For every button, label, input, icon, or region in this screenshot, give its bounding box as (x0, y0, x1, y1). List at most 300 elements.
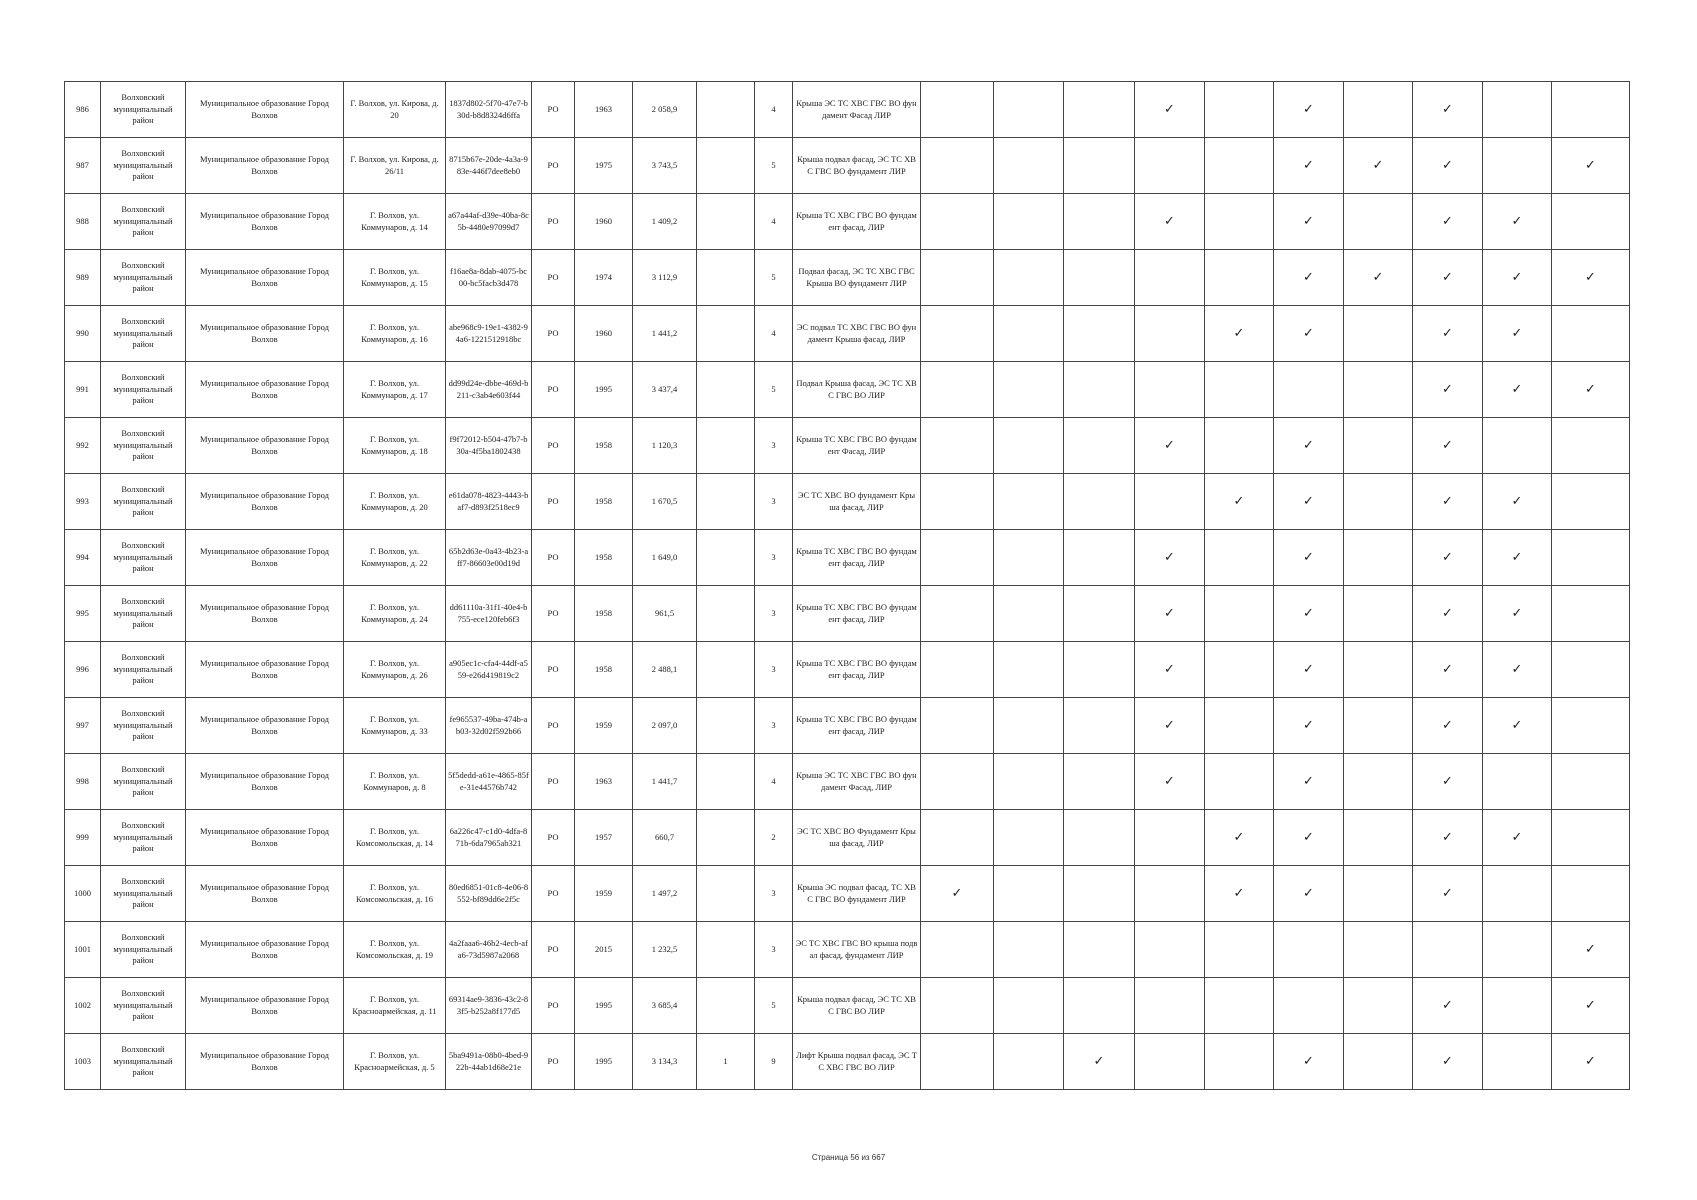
col10-cell: 4 (755, 82, 793, 138)
address-cell: Г. Волхов, ул. Коммунаров, д. 17 (344, 362, 446, 418)
municipality-cell: Муниципальное образование Город Волхов (186, 82, 344, 138)
works-list-cell: Крыша ТС ХВС ГВС ВО фундамент фасад, ЛИР (793, 698, 921, 754)
check-mark-icon: ✓ (1442, 101, 1453, 117)
col9-cell (697, 82, 755, 138)
type-cell: РО (532, 306, 575, 362)
work-flag-cell (1064, 810, 1135, 866)
work-flag-cell (1064, 194, 1135, 250)
row-number: 1000 (65, 866, 101, 922)
work-flag-cell (921, 82, 994, 138)
col9-cell (697, 250, 755, 306)
work-flag-cell (1064, 474, 1135, 530)
type-cell: РО (532, 586, 575, 642)
works-list-cell: ЭС ТС ХВС ГВС ВО крыша подвал фасад, фундамент ЛИР (793, 922, 921, 978)
col9-cell (697, 194, 755, 250)
work-flag-cell (1064, 306, 1135, 362)
address-cell: Г. Волхов, ул. Комсомольская, д. 16 (344, 866, 446, 922)
col9-cell (697, 530, 755, 586)
work-flag-cell (921, 810, 994, 866)
table-row (65, 82, 1630, 138)
municipality-cell: Муниципальное образование Город Волхов (186, 138, 344, 194)
works-list-cell: Крыша ТС ХВС ГВС ВО фундамент фасад, ЛИР (793, 586, 921, 642)
works-list-cell: Крыша ЭС ТС ХВС ГВС ВО фундамент Фасад ЛИР (793, 82, 921, 138)
guid-cell: dd99d24e-dbbe-469d-b211-c3ab4e603f44 (446, 362, 532, 418)
work-flag-cell (1413, 922, 1483, 978)
work-flag-cell (1344, 250, 1413, 306)
work-flag-cell (994, 250, 1064, 306)
check-mark-icon: ✓ (1303, 437, 1314, 453)
work-flag-cell (1274, 82, 1344, 138)
works-list-cell: Крыша ТС ХВС ГВС ВО фундамент Фасад, ЛИР (793, 418, 921, 474)
work-flag-cell (1552, 362, 1630, 418)
work-flag-cell (1064, 138, 1135, 194)
work-flag-cell (1483, 250, 1552, 306)
address-cell: Г. Волхов, ул. Коммунаров, д. 26 (344, 642, 446, 698)
work-flag-cell (921, 698, 994, 754)
page-number-label: Страница 56 из 667 (811, 1153, 886, 1162)
row-number: 991 (65, 362, 101, 418)
area-cell: 1 441,7 (633, 754, 697, 810)
check-mark-icon: ✓ (1585, 1053, 1596, 1069)
type-cell: РО (532, 138, 575, 194)
guid-cell: 5ba9491a-08b0-4bed-922b-44ab1d68e21e (446, 1034, 532, 1090)
col9-cell (697, 418, 755, 474)
row-number: 995 (65, 586, 101, 642)
check-mark-icon: ✓ (1233, 325, 1245, 341)
work-flag-cell (1135, 866, 1205, 922)
table-row (65, 362, 1630, 418)
work-flag-cell (921, 474, 994, 530)
col10-cell: 5 (755, 138, 793, 194)
works-list-cell: Крыша ЭС ТС ХВС ГВС ВО фундамент Фасад, ЛИР (793, 754, 921, 810)
work-flag-cell (921, 922, 994, 978)
work-flag-cell (921, 642, 994, 698)
check-mark-icon: ✓ (1442, 381, 1453, 397)
work-flag-cell (1552, 698, 1630, 754)
work-flag-cell (1064, 82, 1135, 138)
work-flag-cell (1064, 530, 1135, 586)
work-flag-cell (1483, 866, 1552, 922)
municipality-cell: Муниципальное образование Город Волхов (186, 306, 344, 362)
work-flag-cell (1205, 866, 1274, 922)
check-mark-icon: ✓ (1303, 549, 1314, 565)
check-mark-icon: ✓ (1511, 829, 1523, 845)
work-flag-cell (1483, 642, 1552, 698)
check-mark-icon: ✓ (1585, 997, 1596, 1013)
work-flag-cell (1135, 250, 1205, 306)
district-cell: Волховский муниципальный район (101, 82, 186, 138)
row-number: 992 (65, 418, 101, 474)
work-flag-cell (1135, 82, 1205, 138)
work-flag-cell (1064, 922, 1135, 978)
check-mark-icon: ✓ (1093, 1053, 1105, 1069)
check-mark-icon: ✓ (1233, 493, 1245, 509)
check-mark-icon: ✓ (1303, 717, 1314, 733)
row-number: 994 (65, 530, 101, 586)
guid-cell: 5f5dedd-a61e-4865-85fe-31e44576b742 (446, 754, 532, 810)
works-list-cell: ЭС ТС ХВС ВО Фундамент Крыша фасад, ЛИР (793, 810, 921, 866)
work-flag-cell (1344, 586, 1413, 642)
check-mark-icon: ✓ (1164, 773, 1175, 789)
type-cell: РО (532, 978, 575, 1034)
check-mark-icon: ✓ (1442, 157, 1453, 173)
district-cell: Волховский муниципальный район (101, 586, 186, 642)
check-mark-icon: ✓ (1372, 157, 1384, 173)
address-cell: Г. Волхов, ул. Коммунаров, д. 16 (344, 306, 446, 362)
work-flag-cell (1344, 698, 1413, 754)
district-cell: Волховский муниципальный район (101, 642, 186, 698)
check-mark-icon: ✓ (1585, 381, 1596, 397)
work-flag-cell (1274, 978, 1344, 1034)
check-mark-icon: ✓ (1511, 549, 1523, 565)
check-mark-icon: ✓ (1442, 997, 1453, 1013)
table-row (65, 194, 1630, 250)
area-cell: 1 497,2 (633, 866, 697, 922)
work-flag-cell (1483, 306, 1552, 362)
work-flag-cell (1344, 978, 1413, 1034)
work-flag-cell (921, 866, 994, 922)
work-flag-cell (994, 194, 1064, 250)
check-mark-icon: ✓ (1442, 269, 1453, 285)
year-cell: 1995 (575, 978, 633, 1034)
work-flag-cell (1344, 194, 1413, 250)
check-mark-icon: ✓ (1511, 325, 1523, 341)
guid-cell: f16ae8a-8dab-4075-bc00-bc5facb3d478 (446, 250, 532, 306)
work-flag-cell (994, 698, 1064, 754)
work-flag-cell (1135, 978, 1205, 1034)
col10-cell: 3 (755, 418, 793, 474)
guid-cell: a905ec1c-cfa4-44df-a559-e26d419819c2 (446, 642, 532, 698)
row-number: 988 (65, 194, 101, 250)
work-flag-cell (1483, 474, 1552, 530)
work-flag-cell (994, 642, 1064, 698)
col10-cell: 3 (755, 922, 793, 978)
work-flag-cell (1274, 754, 1344, 810)
work-flag-cell (1483, 530, 1552, 586)
col9-cell (697, 866, 755, 922)
work-flag-cell (994, 530, 1064, 586)
table-row (65, 642, 1630, 698)
work-flag-cell (994, 586, 1064, 642)
municipality-cell: Муниципальное образование Город Волхов (186, 418, 344, 474)
work-flag-cell (1413, 1034, 1483, 1090)
check-mark-icon: ✓ (1303, 773, 1314, 789)
year-cell: 1958 (575, 474, 633, 530)
row-number: 987 (65, 138, 101, 194)
col10-cell: 4 (755, 194, 793, 250)
district-cell: Волховский муниципальный район (101, 306, 186, 362)
year-cell: 1995 (575, 1034, 633, 1090)
work-flag-cell (1344, 362, 1413, 418)
work-flag-cell (1552, 810, 1630, 866)
work-flag-cell (1552, 306, 1630, 362)
work-flag-cell (1274, 586, 1344, 642)
district-cell: Волховский муниципальный район (101, 418, 186, 474)
check-mark-icon: ✓ (1442, 549, 1453, 565)
work-flag-cell (1483, 586, 1552, 642)
type-cell: РО (532, 530, 575, 586)
col10-cell: 5 (755, 978, 793, 1034)
work-flag-cell (1344, 138, 1413, 194)
type-cell: РО (532, 418, 575, 474)
guid-cell: 4a2faaa6-46b2-4ecb-afa6-73d5987a2068 (446, 922, 532, 978)
check-mark-icon: ✓ (1442, 437, 1453, 453)
work-flag-cell (1344, 530, 1413, 586)
work-flag-cell (921, 754, 994, 810)
col9-cell (697, 754, 755, 810)
check-mark-icon: ✓ (1303, 493, 1314, 509)
work-flag-cell (1205, 194, 1274, 250)
check-mark-icon: ✓ (1442, 885, 1453, 901)
district-cell: Волховский муниципальный район (101, 362, 186, 418)
col9-cell (697, 586, 755, 642)
work-flag-cell (994, 474, 1064, 530)
type-cell: РО (532, 1034, 575, 1090)
row-number: 999 (65, 810, 101, 866)
work-flag-cell (1552, 250, 1630, 306)
district-cell: Волховский муниципальный район (101, 250, 186, 306)
type-cell: РО (532, 362, 575, 418)
year-cell: 1958 (575, 586, 633, 642)
year-cell: 1974 (575, 250, 633, 306)
municipality-cell: Муниципальное образование Город Волхов (186, 866, 344, 922)
work-flag-cell (1413, 362, 1483, 418)
col10-cell: 4 (755, 754, 793, 810)
work-flag-cell (1205, 978, 1274, 1034)
work-flag-cell (1413, 810, 1483, 866)
year-cell: 1995 (575, 362, 633, 418)
check-mark-icon: ✓ (1303, 213, 1314, 229)
work-flag-cell (994, 418, 1064, 474)
work-flag-cell (1413, 138, 1483, 194)
address-cell: Г. Волхов, ул. Коммунаров, д. 15 (344, 250, 446, 306)
work-flag-cell (1483, 1034, 1552, 1090)
table-row (65, 138, 1630, 194)
year-cell: 1975 (575, 138, 633, 194)
work-flag-cell (1413, 194, 1483, 250)
work-flag-cell (1135, 754, 1205, 810)
work-flag-cell (1205, 474, 1274, 530)
work-flag-cell (1274, 306, 1344, 362)
col9-cell (697, 362, 755, 418)
work-flag-cell (1064, 586, 1135, 642)
check-mark-icon: ✓ (1372, 269, 1384, 285)
work-flag-cell (1274, 810, 1344, 866)
area-cell: 1 649,0 (633, 530, 697, 586)
year-cell: 1958 (575, 642, 633, 698)
table-row (65, 474, 1630, 530)
area-cell: 3 112,9 (633, 250, 697, 306)
work-flag-cell (1552, 866, 1630, 922)
area-cell: 1 670,5 (633, 474, 697, 530)
address-cell: Г. Волхов, ул. Коммунаров, д. 20 (344, 474, 446, 530)
guid-cell: a67a44af-d39e-40ba-8c5b-4480e97099d7 (446, 194, 532, 250)
check-mark-icon: ✓ (1164, 717, 1175, 733)
work-flag-cell (1064, 1034, 1135, 1090)
work-flag-cell (1274, 362, 1344, 418)
address-cell: Г. Волхов, ул. Коммунаров, д. 8 (344, 754, 446, 810)
table-row (65, 810, 1630, 866)
table-row (65, 866, 1630, 922)
row-number: 998 (65, 754, 101, 810)
table-row (65, 698, 1630, 754)
work-flag-cell (1483, 362, 1552, 418)
check-mark-icon: ✓ (1303, 605, 1314, 621)
work-flag-cell (1413, 82, 1483, 138)
table-row (65, 418, 1630, 474)
guid-cell: dd61110a-31f1-40e4-b755-ece120feb6f3 (446, 586, 532, 642)
guid-cell: f9f72012-b504-47b7-b30a-4f5ba1802438 (446, 418, 532, 474)
work-flag-cell (1344, 306, 1413, 362)
check-mark-icon: ✓ (1164, 101, 1175, 117)
area-cell: 1 120,3 (633, 418, 697, 474)
work-flag-cell (1205, 138, 1274, 194)
work-flag-cell (1135, 586, 1205, 642)
work-flag-cell (1274, 194, 1344, 250)
work-flag-cell (1483, 698, 1552, 754)
work-flag-cell (921, 530, 994, 586)
work-flag-cell (1344, 418, 1413, 474)
work-flag-cell (1205, 530, 1274, 586)
col10-cell: 5 (755, 250, 793, 306)
work-flag-cell (1413, 978, 1483, 1034)
guid-cell: 65b2d63e-0a43-4b23-aff7-86603e00d19d (446, 530, 532, 586)
municipality-cell: Муниципальное образование Город Волхов (186, 1034, 344, 1090)
municipality-cell: Муниципальное образование Город Волхов (186, 586, 344, 642)
area-cell: 961,5 (633, 586, 697, 642)
work-flag-cell (1344, 810, 1413, 866)
work-flag-cell (994, 1034, 1064, 1090)
work-flag-cell (1274, 530, 1344, 586)
year-cell: 1963 (575, 82, 633, 138)
address-cell: Г. Волхов, ул. Красноармейская, д. 5 (344, 1034, 446, 1090)
work-flag-cell (1064, 418, 1135, 474)
check-mark-icon: ✓ (1511, 717, 1523, 733)
district-cell: Волховский муниципальный район (101, 698, 186, 754)
check-mark-icon: ✓ (1511, 493, 1523, 509)
col9-cell (697, 138, 755, 194)
work-flag-cell (1483, 754, 1552, 810)
work-flag-cell (1274, 866, 1344, 922)
work-flag-cell (1064, 698, 1135, 754)
works-list-cell: Крыша ТС ХВС ГВС ВО фундамент фасад, ЛИР (793, 642, 921, 698)
work-flag-cell (921, 418, 994, 474)
check-mark-icon: ✓ (1164, 437, 1175, 453)
municipality-cell: Муниципальное образование Город Волхов (186, 810, 344, 866)
work-flag-cell (994, 978, 1064, 1034)
col9-cell (697, 642, 755, 698)
work-flag-cell (1344, 1034, 1413, 1090)
row-number: 997 (65, 698, 101, 754)
work-flag-cell (1205, 1034, 1274, 1090)
check-mark-icon: ✓ (1442, 717, 1453, 733)
work-flag-cell (994, 362, 1064, 418)
work-flag-cell (1552, 754, 1630, 810)
type-cell: РО (532, 810, 575, 866)
district-cell: Волховский муниципальный район (101, 810, 186, 866)
check-mark-icon: ✓ (1442, 213, 1453, 229)
work-flag-cell (1483, 82, 1552, 138)
work-flag-cell (1135, 810, 1205, 866)
work-flag-cell (1483, 810, 1552, 866)
year-cell: 1960 (575, 194, 633, 250)
check-mark-icon: ✓ (1511, 269, 1523, 285)
year-cell: 1960 (575, 306, 633, 362)
work-flag-cell (1205, 306, 1274, 362)
type-cell: РО (532, 922, 575, 978)
work-flag-cell (921, 250, 994, 306)
year-cell: 1959 (575, 698, 633, 754)
address-cell: Г. Волхов, ул. Коммунаров, д. 14 (344, 194, 446, 250)
work-flag-cell (1344, 922, 1413, 978)
work-flag-cell (1413, 250, 1483, 306)
area-cell: 1 232,5 (633, 922, 697, 978)
municipality-cell: Муниципальное образование Город Волхов (186, 978, 344, 1034)
district-cell: Волховский муниципальный район (101, 138, 186, 194)
col10-cell: 5 (755, 362, 793, 418)
check-mark-icon: ✓ (1233, 885, 1245, 901)
table-row (65, 530, 1630, 586)
col10-cell: 2 (755, 810, 793, 866)
work-flag-cell (1064, 978, 1135, 1034)
area-cell: 1 441,2 (633, 306, 697, 362)
work-flag-cell (1413, 418, 1483, 474)
work-flag-cell (1552, 194, 1630, 250)
work-flag-cell (1552, 586, 1630, 642)
year-cell: 1958 (575, 530, 633, 586)
work-flag-cell (1064, 642, 1135, 698)
area-cell: 3 743,5 (633, 138, 697, 194)
col10-cell: 9 (755, 1034, 793, 1090)
area-cell: 3 685,4 (633, 978, 697, 1034)
work-flag-cell (921, 978, 994, 1034)
work-flag-cell (1064, 866, 1135, 922)
row-number: 996 (65, 642, 101, 698)
work-flag-cell (1552, 138, 1630, 194)
col9-cell (697, 474, 755, 530)
guid-cell: 69314ae9-3836-43c2-83f5-b252a8f177d5 (446, 978, 532, 1034)
work-flag-cell (1552, 418, 1630, 474)
col9-cell: 1 (697, 1034, 755, 1090)
check-mark-icon: ✓ (1442, 325, 1453, 341)
type-cell: РО (532, 754, 575, 810)
work-flag-cell (1552, 978, 1630, 1034)
type-cell: РО (532, 698, 575, 754)
work-flag-cell (1274, 250, 1344, 306)
check-mark-icon: ✓ (1303, 1053, 1314, 1069)
row-number: 986 (65, 82, 101, 138)
work-flag-cell (921, 138, 994, 194)
table-row (65, 1034, 1630, 1090)
municipality-cell: Муниципальное образование Город Волхов (186, 754, 344, 810)
check-mark-icon: ✓ (1585, 157, 1596, 173)
work-flag-cell (994, 754, 1064, 810)
row-number: 1002 (65, 978, 101, 1034)
municipality-cell: Муниципальное образование Город Волхов (186, 698, 344, 754)
type-cell: РО (532, 642, 575, 698)
address-cell: Г. Волхов, ул. Коммунаров, д. 18 (344, 418, 446, 474)
check-mark-icon: ✓ (1164, 213, 1175, 229)
work-flag-cell (994, 82, 1064, 138)
work-flag-cell (921, 586, 994, 642)
col10-cell: 3 (755, 866, 793, 922)
check-mark-icon: ✓ (1233, 829, 1245, 845)
check-mark-icon: ✓ (1303, 829, 1314, 845)
col10-cell: 4 (755, 306, 793, 362)
work-flag-cell (1135, 698, 1205, 754)
work-flag-cell (1205, 810, 1274, 866)
works-list-cell: Подвал фасад, ЭС ТС ХВС ГВС Крыша ВО фундамент ЛИР (793, 250, 921, 306)
